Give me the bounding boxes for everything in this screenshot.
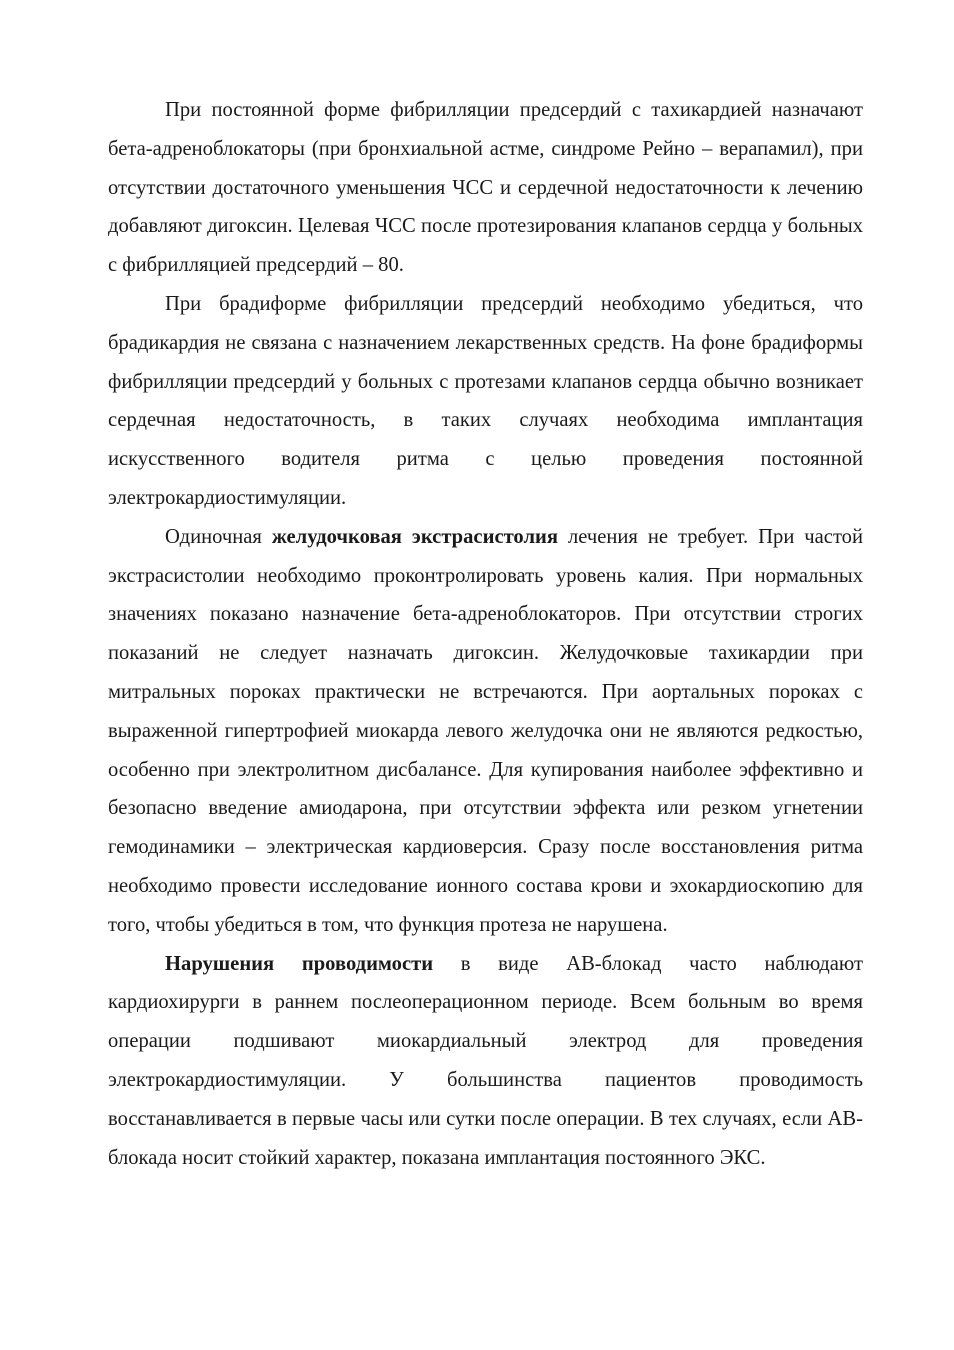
paragraph-text: в виде АВ-блокад часто наблюдают кардиохирурги в раннем послеоперационном периоде. Всем больным во время операции подшивают миокардиальный электрод для проведения электрокардиостимуляции. У большинства пациентов проводимость восстанавливается в первые часы или сутки после операции. В тех случаях, если АВ-блокада носит стойкий характер, показана имплантация постоянного ЭКС. <box>108 952 863 1169</box>
bold-term: Нарушения проводимости <box>165 952 434 975</box>
paragraph-ventricular-extrasystole <box>108 518 863 945</box>
paragraph-af-tachycardia <box>108 91 863 285</box>
paragraph-conduction-disorders <box>108 945 863 1178</box>
paragraph-text: При постоянной форме фибрилляции предсердий с тахикардией назначают бета-адреноблокаторы (при бронхиальной астме, синдроме Рейно – верапамил), при отсутствии достаточного уменьшения ЧСС и сердечной недостаточности к лечению добавляют дигоксин. Целевая ЧСС после протезирования клапанов сердца у больных с фибрилляцией предсердий – 80. <box>108 99 863 277</box>
bold-term: желудочковая экстрасистолия <box>271 525 559 548</box>
paragraph-text: При брадиформе фибрилляции предсердий необходимо убедиться, что брадикардия не связана с назначением лекарственных средств. На фоне брадиформы фибрилляции предсердий у больных с протезами клапанов сердца обычно возникает сердечная недостаточность, в таких случаях необходима имплантация искусственного водителя ритма с целью проведения постоянной электрокардиостимуляции. <box>108 292 863 509</box>
paragraph-af-bradycardia <box>108 285 863 518</box>
paragraph-text: лечения не требует. При частой экстрасистолии необходимо проконтролировать уровень калия. При нормальных значениях показано назначение бета-адреноблокаторов. При отсутствии строгих показаний не следует назначать дигоксин. Желудочковые тахикардии при митральных пороках практически не встречаются. При аортальных пороках с выраженной гипертрофией миокарда левого желудочка они не являются редкостью, особенно при электролитном дисбалансе. Для купирования наиболее эффективно и безопасно введение амиодарона, при отсутствии эффекта или резком угнетении гемодинамики – электрическая кардиоверсия. Сразу после восстановления ритма необходимо провести исследование ионного состава крови и эхокардиоскопию для того, чтобы убедиться в том, что функция протеза не нарушена. <box>108 525 863 936</box>
document-page <box>108 91 863 1177</box>
paragraph-text: Одиночная <box>165 525 272 548</box>
